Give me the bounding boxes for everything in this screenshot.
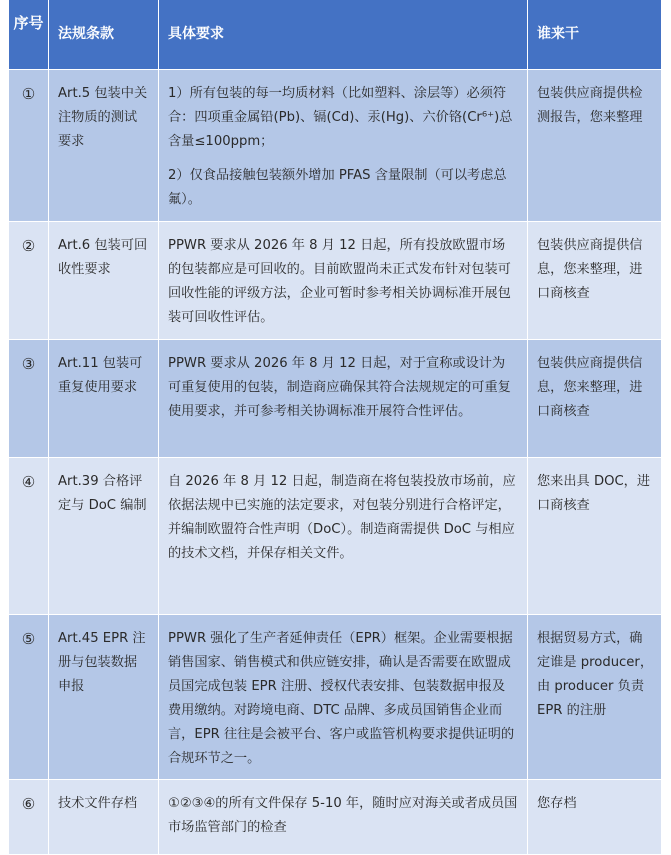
row-4-clause: Art.39 合格评定与 DoC 编制 (49, 458, 159, 615)
row-4-who: 您来出具 DOC，进口商核查 (528, 458, 662, 615)
row-3-no: ③ (9, 340, 49, 458)
row-1-no: ① (9, 70, 49, 222)
header-clause: 法规条款 (49, 0, 159, 70)
header-requirement: 具体要求 (159, 0, 528, 70)
row-6-clause: 技术文件存档 (49, 780, 159, 855)
row-2-clause: Art.6 包装可回收性要求 (49, 222, 159, 340)
row-5-who: 根据贸易方式，确定谁是 producer，由 producer 负责 EPR 的注册 (528, 615, 662, 780)
row-1-requirement-para-2: 2）仅食品接触包装额外增加 PFAS 含量限制（可以考虑总氟）。 (168, 168, 507, 207)
row-2-who: 包装供应商提供信息，您来整理，进口商核查 (528, 222, 662, 340)
row-1-requirement-para-1: 1）所有包装的每一均质材料（比如塑料、涂层等）必须符合：四项重金属铅(Pb)、镉(Cd)、汞(Hg)、六价铬(Cr⁶⁺)总含量≤100ppm； (168, 86, 513, 149)
regulation-table (9, 0, 662, 855)
row-2-requirement: PPWR 要求从 2026 年 8 月 12 日起，所有投放欧盟市场的包装都应是可回收的。目前欧盟尚未正式发布针对包装可回收性能的评级方法，企业可暂时参考相关协调标准开展包装可回收性评估。 (159, 222, 528, 340)
row-1-clause: Art.5 包装中关注物质的测试要求 (49, 70, 159, 222)
row-3-clause: Art.11 包装可重复使用要求 (49, 340, 159, 458)
row-2-no: ② (9, 222, 49, 340)
row-6-requirement: ①②③④的所有文件保存 5-10 年，随时应对海关或者成员国市场监管部门的检查 (159, 780, 528, 855)
row-4-requirement: 自 2026 年 8 月 12 日起，制造商在将包装投放市场前，应依据法规中已实施的法定要求，对包装分别进行合格评定，并编制欧盟符合性声明（DoC）。制造商需提供 DoC 与相应的技术文档，并保存相关文件。 (159, 458, 528, 615)
row-6-who: 您存档 (528, 780, 662, 855)
row-6-no: ⑥ (9, 780, 49, 855)
row-1-who: 包装供应商提供检测报告，您来整理 (528, 70, 662, 222)
row-5-clause: Art.45 EPR 注册与包装数据申报 (49, 615, 159, 780)
header-no: 序号 (9, 0, 49, 70)
row-3-requirement: PPWR 要求从 2026 年 8 月 12 日起，对于宣称或设计为可重复使用的包装，制造商应确保其符合法规规定的可重复使用要求，并可参考相关协调标准开展符合性评估。 (159, 340, 528, 458)
row-3-who: 包装供应商提供信息，您来整理，进口商核查 (528, 340, 662, 458)
row-5-requirement: PPWR 强化了生产者延伸责任（EPR）框架。企业需要根据销售国家、销售模式和供应链安排，确认是否需要在欧盟成员国完成包装 EPR 注册、授权代表安排、包装数据申报及费用缴纳。对跨境电商、DTC 品牌、多成员国销售企业而言，EPR 往往是会被平台、客户或监管机构要求提供证明的合规环节之一。 (159, 615, 528, 780)
header-who: 谁来干 (528, 0, 662, 70)
row-4-no: ④ (9, 458, 49, 615)
row-1-requirement (159, 70, 528, 222)
row-5-no: ⑤ (9, 615, 49, 780)
